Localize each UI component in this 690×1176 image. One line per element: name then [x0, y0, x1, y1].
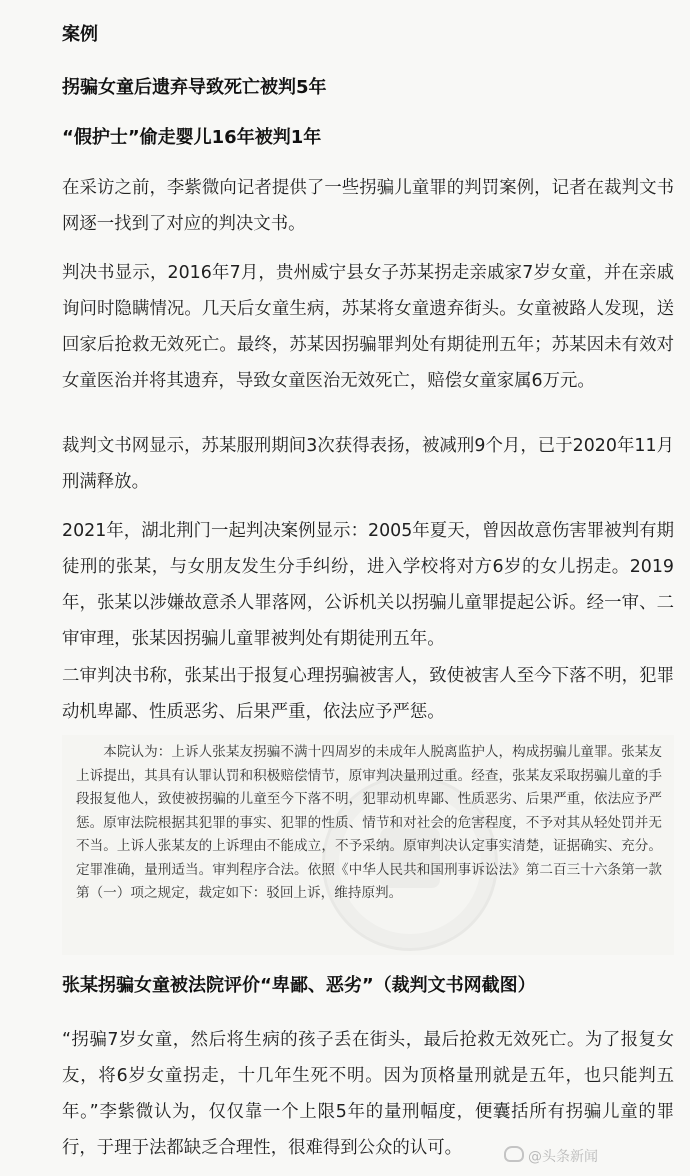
- headline-case-2: “假护士”偷走婴儿16年被判1年: [62, 127, 322, 148]
- screenshot-caption: 张某拐骗女童被法院评价“卑鄙、恶劣”（裁判文书网截图）: [62, 975, 536, 996]
- paragraph-intro: 在采访之前，李紫微向记者提供了一些拐骗儿童罪的判罚案例，记者在裁判文书网逐一找到了对应的判决文书。: [62, 178, 674, 234]
- judgment-screenshot: [62, 735, 674, 955]
- paragraph-case-2: 2021年，湖北荆门一起判决案例显示：2005年夏天，曾因故意伤害罪被判有期徒刑的张某，与女朋友发生分手纠纷，进入学校将对方6岁的女儿拐走。2019年，张某以涉嫌故意杀人罪落网，公诉机关以拐骗儿童罪提起公诉。经一审、二审审理，张某因拐骗儿童罪被判处有期徒刑五年。: [62, 521, 674, 649]
- section-label: 案例: [62, 24, 98, 45]
- judgment-excerpt: 本院认为：上诉人张某友拐骗不满十四周岁的未成年人脱离监护人，构成拐骗儿童罪。张某友上诉提出，其具有认罪认罚和积极赔偿情节，原审判决量刑过重。经查，张某友采取拐骗儿童的手段报复他人，致使被拐骗的儿童至今下落不明，犯罪动机卑鄙、性质恶劣、后果严重，依法应予严惩。原审法院根据其犯罪的事实、犯罪的性质、情节和对社会的危害程度，不予对其从轻处罚并无不当。上诉人张某友的上诉理由不能成立，不予采纳。原审判决认定事实清楚，证据确实、充分。定罪准确，量刑适当。审判程序合法。依照《中华人民共和国刑事诉讼法》第二百三十六条第一款第（一）项之规定，裁定如下：驳回上诉，维持原判。: [76, 744, 662, 901]
- weibo-icon: [504, 1146, 524, 1162]
- source-watermark: [504, 1146, 598, 1167]
- paragraph-case-1-judgment: 判决书显示，2016年7月，贵州威宁县女子苏某拐走亲戚家7岁女童，并在亲戚询问时隐瞒情况。几天后女童生病，苏某将女童遗弃街头。女童被路人发现，送回家后抢救无效死亡。最终，苏某因拐骗罪判处有期徒刑五年；苏某因未有效对女童医治并将其遗弃，导致女童医治无效死亡，赔偿女童家属6万元。: [62, 263, 674, 391]
- paragraph-case-1-release: 裁判文书网显示，苏某服刑期间3次获得表扬，被减刑9个月，已于2020年11月刑满释放。: [62, 436, 674, 492]
- headline-case-1: 拐骗女童后遗弃导致死亡被判5年: [62, 77, 327, 98]
- watermark-text: @头条新闻: [528, 1149, 598, 1165]
- paragraph-second-instance: 二审判决书称，张某出于报复心理拐骗被害人，致使被害人至今下落不明，犯罪动机卑鄙、性质恶劣、后果严重，依法应予严惩。: [62, 666, 674, 722]
- paragraph-closing-quote: “拐骗7岁女童，然后将生病的孩子丢在街头，最后抢救无效死亡。为了报复女友，将6岁女童拐走，十几年生死不明。因为顶格量刑就是五年，也只能判五年。”李紫微认为，仅仅靠一个上限5年的量刑幅度，便囊括所有拐骗儿童的罪行，于理于法都缺乏合理性，很难得到公众的认可。: [62, 1030, 674, 1158]
